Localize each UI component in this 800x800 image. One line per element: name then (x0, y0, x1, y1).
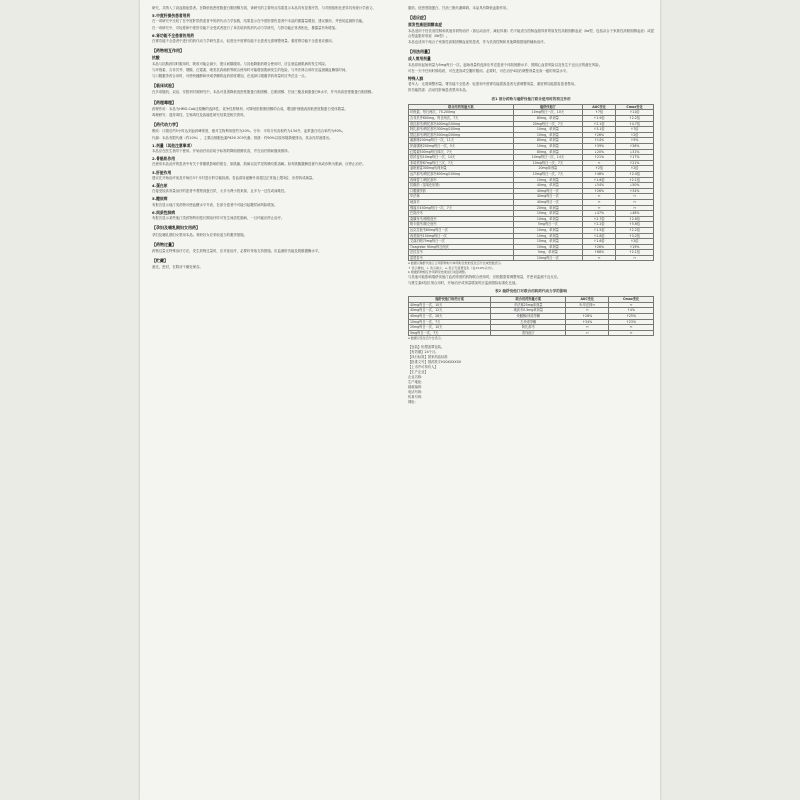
table-cell: ↔ (566, 325, 609, 331)
table-cell: ↔ (616, 199, 654, 205)
table-cell: ↑2.2倍 (616, 116, 654, 122)
paragraph: 研究，共纳入了高血脂症患者。在降低低密度脂蛋白胆固醇方面，该研究的主要终点结果显示本品具有显著疗效，与对照组相比差异具有统计学意义。 (152, 6, 376, 10)
paragraph: 本品应在医生指导下使用。开始治疗前应给予标准的降胆固醇饮食，并在治疗期间继续维持。 (152, 149, 292, 154)
table-cell: 利福平450mg每日一次，7天 (409, 205, 514, 211)
table-cell: 40mg每日一次，28天 (409, 314, 491, 320)
table-cell: ↑26% (583, 188, 616, 194)
table-cell: 10mg，单剂量 (513, 216, 583, 222)
table-cell: ↔ (583, 199, 616, 205)
table-cell: ↑34% (566, 319, 609, 325)
table-cell: ↑9% (616, 138, 654, 144)
table-cell: ↑4.7倍 (616, 121, 654, 127)
table-cell: 40mg每日一次，12天 (409, 308, 491, 314)
footer-line: 【包装】铝塑泡罩包装。 (408, 344, 445, 349)
table-cell: ↔ (583, 255, 616, 261)
table-cell: ↑1.6倍 (583, 177, 616, 183)
table-cell: ↓31% (616, 149, 654, 155)
paragraph: 在多项随机、双盲、安慰剂对照研究中，本品可显著降低低密度脂蛋白胆固醇、总胆固醇、甘油三酯及载脂蛋白B水平，并升高高密度脂蛋白胆固醇。 (152, 90, 375, 95)
paragraph: 孕妇及哺乳期妇女禁用本品。育龄妇女应采取适当的避孕措施。 (152, 232, 247, 237)
table-cell: 10mg，单剂量 (513, 244, 583, 250)
subheading: 2.骨骼肌作用 (152, 156, 176, 162)
subheading: 6.间质性肺病 (152, 209, 176, 215)
table-cell: ↑19% (616, 244, 654, 250)
table2-title: 表2 瑞舒伐他汀对联合用药药代动力学的影响 (494, 289, 568, 294)
package-insert-page (140, 0, 660, 800)
subheading: 特殊人群 (408, 76, 424, 82)
table-cell: 10mg，单剂量 (513, 233, 583, 239)
table-cell: ↑17% (616, 155, 654, 161)
table-header-cell: 联合用药剂量方案 (409, 104, 514, 110)
table-cell: ↑25% (609, 314, 654, 320)
table-cell: 抗酸药（氢氧化铝镁） (409, 183, 514, 189)
footer-line: 【批准文号】国药准字H20XXXXXX (408, 359, 462, 364)
table-cell: 10mg，单剂量 (513, 144, 583, 150)
table-header-cell: AUC变化 (583, 104, 616, 110)
subheading: 5.中度肝损伤患者用药 (152, 13, 191, 19)
table-cell: 40mg每日一次 (513, 188, 583, 194)
table-cell: ↑3.2倍 (616, 233, 654, 239)
table-cell: 10mg，单剂量 (513, 127, 583, 133)
table-cell: ↑2.2倍 (616, 227, 654, 233)
table-cell: 达克拉他韦60mg每日一次 (409, 227, 514, 233)
table-cell: 80mg，单剂量 (513, 138, 583, 144)
table-footnote: ↑ 表示增加，↓ 表示减少，↔ 表示无显著变化（在±10%以内）。 (408, 265, 496, 270)
paragraph: 代谢：本品有限代谢（约10%），主要由细胞色素P450 2C9代谢。排泄：约90%以原形随粪便排出，其余经尿液排出。 (152, 135, 333, 140)
table-cell: ↑1.6倍 (583, 239, 616, 245)
table-header-cell: AUC变化 (566, 297, 609, 303)
paragraph: 有报告显示他汀类药物可使血糖水平升高，在部分患者中可能引起糖尿病风险增加。 (152, 202, 278, 207)
table-header-cell: Cmax变化 (616, 104, 654, 110)
table-cell: ↑7倍 (616, 127, 654, 133)
table-cell: 地高辛 (409, 199, 514, 205)
subheading: 抗酸 (152, 55, 160, 61)
table-cell: ↑11倍 (616, 110, 654, 116)
table-cell: 40mg每日一次 (513, 199, 583, 205)
table-header-cell: 联合用药剂量方案 (491, 297, 566, 303)
table-cell: 地高辛0.5mg单剂量 (491, 308, 566, 314)
table-cell: 口服避孕药 (409, 188, 514, 194)
table-cell: ↑34% (616, 188, 654, 194)
subheading: 5.糖尿病 (152, 196, 168, 202)
table-cell: 10mg每日一次 (513, 255, 583, 261)
paragraph: 在肾功能不全患者中进行的药代动力学研究显示，轻度至中度肾功能不全患者无需调整剂量。重度肾功能不全患者应慎用。 (152, 39, 336, 44)
paragraph: 本品常用起始剂量为5mg每日一次。起始剂量的选择应考虑患者个体胆固醇水平、预期心血管风险以及发生不良反应的潜在风险。 (408, 62, 603, 67)
table-cell: ↑2倍 (583, 166, 616, 172)
paragraph: 吸收：口服后约5小时达到血药峰浓度，绝对生物利用度约为20%。分布：平均分布容积约为134升，血浆蛋白结合率约为90%。 (152, 129, 346, 134)
table-cell: ↑1.9倍 (583, 116, 616, 122)
paragraph: 遮光，密封，在阴凉干燥处保存。 (152, 265, 203, 270)
table-cell: 氯吡格雷300mg负荷剂量 (409, 166, 514, 172)
package-footer (408, 345, 654, 405)
table-cell: ↓50% (616, 183, 654, 189)
table-cell: ↓54% (583, 183, 616, 189)
table-cell: ↔ (583, 160, 616, 166)
table-cell: ↑2.8倍 (583, 233, 616, 239)
table-cell: ↔ (583, 205, 616, 211)
interaction-table-2 (408, 296, 654, 336)
table-cell: 格卡瑞韦/哌仑他韦 (409, 222, 514, 228)
table-cell: ↑21% (616, 160, 654, 166)
footer-line: 传真号码： (408, 394, 425, 399)
section-heading: 【药物相互作用】 (152, 48, 184, 54)
section-heading: 【贮藏】 (152, 258, 168, 264)
table-cell: ↑4% (609, 308, 654, 314)
table-cell: ↑36% (616, 144, 654, 150)
table-cell: 10mg，单剂量 (513, 227, 583, 233)
right-text-blocks (408, 6, 654, 94)
table-cell: ↔ (583, 194, 616, 200)
left-column (152, 6, 398, 272)
section-heading: 【药理毒理】 (152, 99, 176, 105)
section-heading: 【用法用量】 (408, 49, 432, 55)
table-cell: 索磷布韦/维帕他韦 (409, 216, 514, 222)
table-cell: ↑2.1倍 (583, 121, 616, 127)
footer-line: 【有效期】24个月。 (408, 349, 439, 354)
paragraph: 在使用本品治疗的患者中有关于骨骼肌影响的报告，如肌痛、肌病以及罕见的横纹肌溶解。如有肌酸激酶显著升高或诊断为肌病，应停止治疗。 (152, 162, 366, 167)
table-cell: 吉非贝齐600mg，每日两次，7天 (409, 116, 514, 122)
footer-line: 【生产企业】 (408, 369, 428, 374)
table-cell: ↔ (616, 255, 654, 261)
table1-notes (408, 261, 654, 274)
table-cell: 10mg每日一次，7天 (513, 160, 583, 166)
table-header-cell: 瑞舒伐他汀 (513, 104, 583, 110)
table2-note: a 数据以变化百分比表示。 (408, 336, 444, 341)
table-cell: ↑26% (583, 244, 616, 250)
section-heading: 【药代动力学】 (152, 122, 180, 128)
table-cell: 阿扎那韦/利托那韦300mg/100mg (409, 127, 514, 133)
table-cell: 阿扎那韦 (491, 325, 566, 331)
section-heading: 【孕妇及哺乳期妇女用药】 (152, 225, 200, 231)
table-cell: 红霉素500mg每日四次，7天 (409, 149, 514, 155)
paragraph: 药物过量无特殊治疗方法，发生药物过量时，应对症治疗，必要时采取支持措施。应监测肝功能及肌酸激酶水平。 (152, 248, 322, 253)
table-cell: ↑21% (583, 155, 616, 161)
table-cell: ↔ (609, 302, 654, 308)
table-cell: 艾曲泊帕75mg每日一次 (409, 239, 514, 245)
table-cell: 替拉那韦/利托那韦500mg/200mg (409, 132, 514, 138)
footer-line: 【执行标准】国家药品标准 (408, 354, 448, 359)
paragraph: 与口服避孕药合用时，可使炔雌醇和炔诺孕酮的血药浓度增加，在选择口服避孕药剂量时应考虑这一点。 (152, 74, 308, 79)
paragraph: 在接受较高剂量治疗的患者中观察到蛋白尿，大多为肾小管来源，且多为一过性或间歇性。 (152, 189, 288, 194)
paragraph: 在一项研究中比较了在中度肝损伤患者中的药代动力学参数，结果显示在中度肝损伤患者中本品的暴露量增加，建议慎用，并密切监测肝功能。 (152, 19, 366, 24)
paragraph: 在一项研究中，对轻度和中度肝功能不全受试者进行了单次给药的药代动力学研究，与肝功能正常者相比，暴露量有所增加。 (152, 25, 339, 30)
table-row (409, 330, 654, 336)
table-cell: 10mg每日一次，14天 (513, 155, 583, 161)
table-cell: ↑2倍 (616, 132, 654, 138)
table-cell: 非诺贝特67mg每日三次，7天 (409, 160, 514, 166)
paragraph: 老年人：无需调整剂量。肾功能不全患者：轻度和中度肾功能损害患者无需调整剂量，重度肾功能损害患者禁用。 (408, 82, 578, 87)
paragraph: 有报告显示某些他汀类药物特别是长期治疗时可发生间质性肺病，一旦怀疑应停止治疗。 (152, 216, 285, 221)
paragraph: 本品与抗酸药同时服用时，吸收可能会减少，建议间隔服用。与其他降脂药联合使用时，应注意监测肌病的发生风险。 (152, 61, 329, 66)
footer-line: 邮政编码： (408, 384, 425, 389)
footer-line: 生产地址： (408, 379, 425, 384)
footer-line: 【上市许可持有人】 (408, 364, 438, 369)
table-cell: ↑2倍 (616, 166, 654, 172)
table-cell: R-华法林↔ (566, 302, 609, 308)
table-cell: ↑26% (566, 314, 609, 320)
table-cell: 5mg，单剂量 (513, 250, 583, 256)
table-footnote: a 数据以瑞舒伐他汀合用药物时与单用时比较的变化百分比或倍数表示。 (408, 261, 504, 266)
subheading: 3.肝脏作用 (152, 169, 172, 175)
table-cell: 依折麦布10mg每日一次，14天 (409, 155, 514, 161)
table-cell: 10mg，单剂量 (513, 239, 583, 245)
table-cell: ↑39% (583, 144, 616, 150)
table-cell: 达芦那韦/利托那韦600mg/100mg (409, 171, 514, 177)
table-cell: ↑14% (583, 138, 616, 144)
paragraph: 本品也适用于纯合子家族性高胆固醇血症的患者，作为饮食控制和其他降脂措施的辅助治疗。 (408, 40, 548, 45)
footer-line: 电话号码： (408, 389, 425, 394)
table-cell: ↓48% (616, 211, 654, 217)
table-cell: 环孢素，每日两次，75-200mg (409, 110, 514, 116)
subheading: 4.蛋白尿 (152, 183, 168, 189)
table-cell: 80mg，单剂量 (513, 149, 583, 155)
subheading: 原发性高胆固醇血症 (408, 22, 443, 28)
table-cell: 40mg，单剂量 (513, 183, 583, 189)
subheading: 6.肾功能不全患者的用药 (152, 32, 195, 38)
interaction-table-1 (408, 104, 654, 262)
table-cell: 5mg每日一次，7天 (409, 330, 491, 336)
table-cell: 氟康唑200mg每日一次，11天 (409, 138, 514, 144)
table-cell: 伊曲康唑200mg每日一次，5天 (409, 144, 514, 150)
table-cell: 西咪替丁/利托那韦 (409, 177, 514, 183)
table-cell: 西美瑞韦150mg每日一次 (409, 233, 514, 239)
table-cell: ↑2.6倍 (616, 216, 654, 222)
table-cell: 法匹拉韦 (409, 250, 514, 256)
table-cell: 炔雌醇/炔诺孕酮 (491, 314, 566, 320)
paragraph: 肝功能损害：活动性肝病患者禁用本品。 (408, 88, 470, 93)
table-cell: ↑2.1倍 (616, 177, 654, 183)
table-cell: ↑26% (583, 132, 616, 138)
table-cell: 10mg每日一次，7天 (513, 171, 583, 177)
table-cell: Ticagrelor 90mg每日两次 (409, 244, 514, 250)
table-cell: 20mg，单剂量 (513, 205, 583, 211)
subheading: 1.剂量（其他注意事项） (152, 142, 195, 148)
table-header-cell: Cmax变化 (609, 297, 654, 303)
paragraph: 与环孢素、吉非贝齐、烟酸、红霉素、唑类抗真菌药等联合使用时可能增加肌病发生的危险，与华法林合用时应监测凝血酶原时间。 (152, 67, 349, 72)
section-heading: 【临床试验】 (152, 83, 176, 89)
footer-line: 企业名称： (408, 374, 425, 379)
table-cell: 华法林 (409, 194, 514, 200)
table-cell: 40mg每日一次，10天 (409, 302, 491, 308)
paragraph: 与维生素K拮抗剂合用时，开始治疗或剂量增加时应监测国际标准化比值。 (408, 280, 519, 285)
paragraph: 药理作用：本品为HMG-CoA还原酶的选择性、竞争性抑制剂，可降低肝脏胆固醇的合成，增加肝细胞表面低密度脂蛋白受体数量。 (152, 106, 348, 111)
table-cell: ↔ (566, 330, 609, 336)
table-cell: 10mg每日一次，7天 (409, 319, 491, 325)
table-cell: 10mg，单剂量 (513, 177, 583, 183)
table-cell: 20mg每日一次，10天 (409, 325, 491, 331)
table-cell: ↑5.6倍 (616, 222, 654, 228)
table-cell: 左炔诺孕酮 (491, 319, 566, 325)
right-column (408, 6, 654, 405)
table-cell: ↔ (616, 194, 654, 200)
table-cell: ↑2.2倍 (583, 222, 616, 228)
section-heading: 【适应症】 (408, 15, 428, 21)
table-cell: 40mg每日一次 (513, 194, 583, 200)
table-cell: ↑7倍 (583, 110, 616, 116)
table-cell: 10mg每日一次，10天 (513, 110, 583, 116)
table-cell: 10mg，单剂量 (513, 211, 583, 217)
table-cell: ↑23% (609, 319, 654, 325)
table-cell: ↔ (566, 308, 609, 314)
paragraph: 可在一天中任何时候给药，可在进食或空腹时服用。必要时，可在治疗4周后调整剂量至高一级的剂量水平。 (408, 68, 570, 73)
paragraph: 建议在开始治疗前及开始后3个月时进行肝功能检测。若血清转氨酶升高超过正常值上限3倍，应停药或减量。 (152, 175, 316, 180)
table-cell: ↑2倍 (616, 239, 654, 245)
table-cell: 10mg，单剂量 (513, 132, 583, 138)
table-cell: 华法林25mg单剂量 (491, 302, 566, 308)
table-cell: ↑68% (583, 250, 616, 256)
footer-line: 网址： (408, 399, 418, 404)
table-cell: 巴洛沙韦 (409, 211, 514, 217)
table-cell: ↓47% (583, 211, 616, 217)
table-cell: ↑3.1倍 (583, 127, 616, 133)
paragraph: 脂肪、低密度脂蛋白、甘油三酯代谢障碍，本品具有降低血脂作用。 (408, 6, 510, 10)
table-cell: ↑1.5倍 (583, 227, 616, 233)
subheading: 成人常用剂量 (408, 56, 431, 62)
table-footnote: b 根据药物相互作用研究结果进行剂量调整。 (408, 270, 468, 275)
table-cell: ↔ (616, 205, 654, 211)
table1-title: 表1 部分药物与瑞舒伐他汀联合使用时的相互作用 (491, 96, 571, 101)
paragraph: 本品适用于经饮食控制和其他非药物治疗（如运动治疗、减轻体重）仍不能适当控制血脂异常的原发性高胆固醇血症（IIa型，包括杂合子家族性高胆固醇血症）或混合型血脂异常症（IIb型）。 (408, 28, 654, 38)
table-cell: ↔ (609, 330, 654, 336)
table-cell: ↑2.7倍 (583, 216, 616, 222)
table-cell: ↑2.1倍 (616, 250, 654, 256)
table-cell: ↑2.4倍 (616, 171, 654, 177)
table-cell: ↓20% (583, 149, 616, 155)
table-cell: 20mg每日一次，7天 (513, 121, 583, 127)
table-cell: 雷替泰韦 (409, 255, 514, 261)
table-cell: ↔ (609, 325, 654, 331)
note-paragraphs (408, 275, 654, 286)
table-header-cell: 瑞舒伐他汀给药方案 (409, 297, 491, 303)
section-heading: 【药物过量】 (152, 241, 176, 247)
table-cell: 5mg每日一次 (513, 222, 583, 228)
table-cell: 20mg单剂量 (513, 166, 583, 172)
paragraph: 毒理研究：遗传毒性、生殖毒性及致癌性研究结果见相关资料。 (152, 113, 247, 118)
table-cell: 洛匹那韦/利托那韦400mg/100mg (409, 121, 514, 127)
table-cell: 普伐他汀 (491, 330, 566, 336)
table-cell: 80mg，单剂量 (513, 116, 583, 122)
table-cell: ↑48% (583, 171, 616, 177)
paragraph: 与其他可能影响瑞舒伐他汀血药浓度的药物联合使用时，应根据需要调整剂量，并密切监测不良反应。 (408, 274, 561, 279)
